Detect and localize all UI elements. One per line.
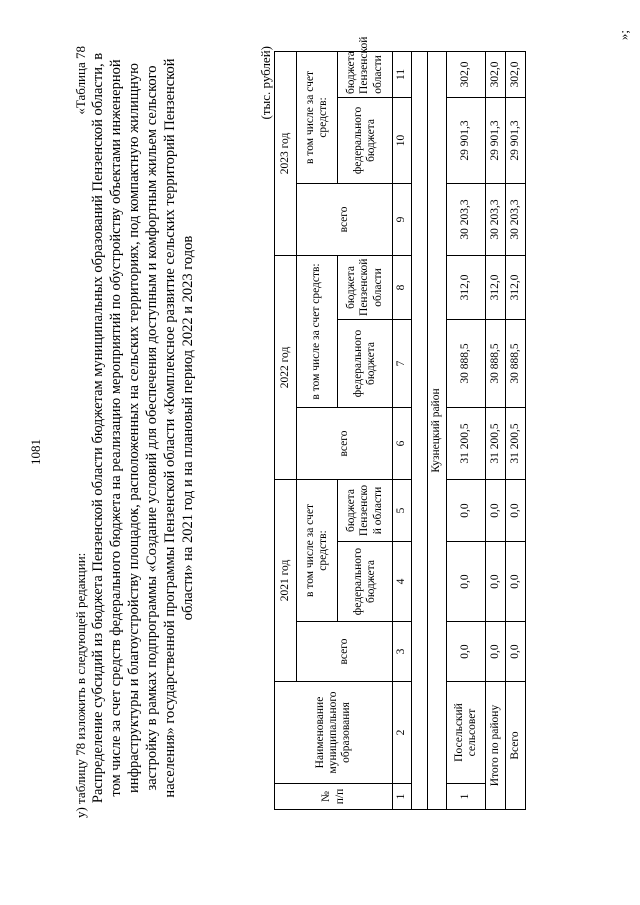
cell-value: 31 200,5 <box>486 407 506 479</box>
table-heading: Распределение субсидий из бюджета Пензенской области бюджетам муниципальных образований Пензенской области, в том числе за счет средств федерального бюджета на реализацию мероприятий по обустройству объектами инженерной инфраструктуры и благоустройству площадок, расположенных на сельских территориях, под компактную жилищную застройку в рамках подпрограммы «Создание условий для обеспечения доступным и комфортным жильем сельского населения» государственной программы Пензенской области «Комплексное развитие сельских территорий Пензенской области» на 2021 год и на плановый период 2022 и 2023 годов <box>90 52 196 804</box>
rotated-document-body <box>73 30 631 818</box>
subsidy-table <box>274 36 526 810</box>
row-number: 1 <box>447 784 486 810</box>
cell-value: 312,0 <box>486 255 506 319</box>
row-name: Итого по району <box>486 682 506 810</box>
column-number-row <box>393 51 412 809</box>
cell-value: 30 888,5 <box>447 319 486 407</box>
header-including-2022: в том числе за счет средств: <box>297 255 338 407</box>
cell-value: 30 203,3 <box>486 183 506 255</box>
header-year-2023: 2023 год <box>275 51 297 255</box>
cell-value: 0,0 <box>506 542 526 622</box>
cell-value: 31 200,5 <box>447 407 486 479</box>
column-number: 4 <box>393 542 412 622</box>
cell-value: 29 901,3 <box>486 97 506 183</box>
header-year-2021: 2021 год <box>275 479 297 681</box>
cell-value: 0,0 <box>447 622 486 682</box>
header-regional-2023: бюджета Пензенской области <box>338 51 393 97</box>
cell-value: 30 888,5 <box>486 319 506 407</box>
header-total-2022: всего <box>297 407 393 479</box>
cell-value: 31 200,5 <box>506 407 526 479</box>
cell-value: 0,0 <box>486 479 506 541</box>
column-number: 6 <box>393 407 412 479</box>
header-total-2023: всего <box>297 183 393 255</box>
blank-cell <box>412 51 428 809</box>
column-number: 2 <box>393 682 412 784</box>
cell-value: 0,0 <box>486 622 506 682</box>
cell-value: 0,0 <box>486 542 506 622</box>
cell-value: 302,0 <box>447 51 486 97</box>
cell-value: 29 901,3 <box>506 97 526 183</box>
district-row <box>428 51 447 809</box>
column-number: 9 <box>393 183 412 255</box>
header-number: № п/п <box>275 784 393 810</box>
cell-value: 0,0 <box>506 479 526 541</box>
header-total-2021: всего <box>297 622 393 682</box>
cell-value: 30 888,5 <box>506 319 526 407</box>
district-name: Кузнецкий район <box>428 51 447 809</box>
cell-value: 0,0 <box>506 622 526 682</box>
column-number: 7 <box>393 319 412 407</box>
column-number: 10 <box>393 97 412 183</box>
cell-value: 30 203,3 <box>447 183 486 255</box>
column-number: 3 <box>393 622 412 682</box>
table-row <box>447 51 486 809</box>
blank-row <box>412 51 428 809</box>
cell-value: 312,0 <box>447 255 486 319</box>
header-year-2022: 2022 год <box>275 255 297 479</box>
closing-quote-mark: »; <box>616 30 631 41</box>
column-number: 11 <box>393 51 412 97</box>
header-federal-2023: федерального бюджета <box>338 97 393 183</box>
cell-value: 302,0 <box>486 51 506 97</box>
column-number: 5 <box>393 479 412 541</box>
cell-value: 302,0 <box>506 51 526 97</box>
row-name: Посельский сельсовет <box>447 682 486 784</box>
intro-text: у) таблицу 78 изложить в следующей редакции: <box>73 552 88 818</box>
cell-value: 0,0 <box>447 479 486 541</box>
header-regional-2022: бюджета Пензенской области <box>338 255 393 319</box>
table-row <box>506 51 526 809</box>
cell-value: 30 203,3 <box>506 183 526 255</box>
header-including-2021: в том числе за счет средств: <box>297 479 338 621</box>
column-number: 8 <box>393 255 412 319</box>
cell-value: 312,0 <box>506 255 526 319</box>
page-number: 1081 <box>28 439 43 465</box>
header-including-2023: в том числе за счет средств: <box>297 51 338 183</box>
cell-value: 0,0 <box>447 542 486 622</box>
header-federal-2022: федерального бюджета <box>338 319 393 407</box>
cell-value: 29 901,3 <box>447 97 486 183</box>
header-federal-2021: федерального бюджета <box>338 542 393 622</box>
header-municipality: Наименование муниципального образования <box>275 682 393 784</box>
units-label: (тыс. рублей) <box>258 46 273 120</box>
row-name: Всего <box>506 682 526 810</box>
header-regional-2021: бюджета Пензенско й области <box>338 479 393 541</box>
table-row <box>486 51 506 809</box>
column-number: 1 <box>393 784 412 810</box>
table-label: «Таблица 78 <box>73 46 88 115</box>
